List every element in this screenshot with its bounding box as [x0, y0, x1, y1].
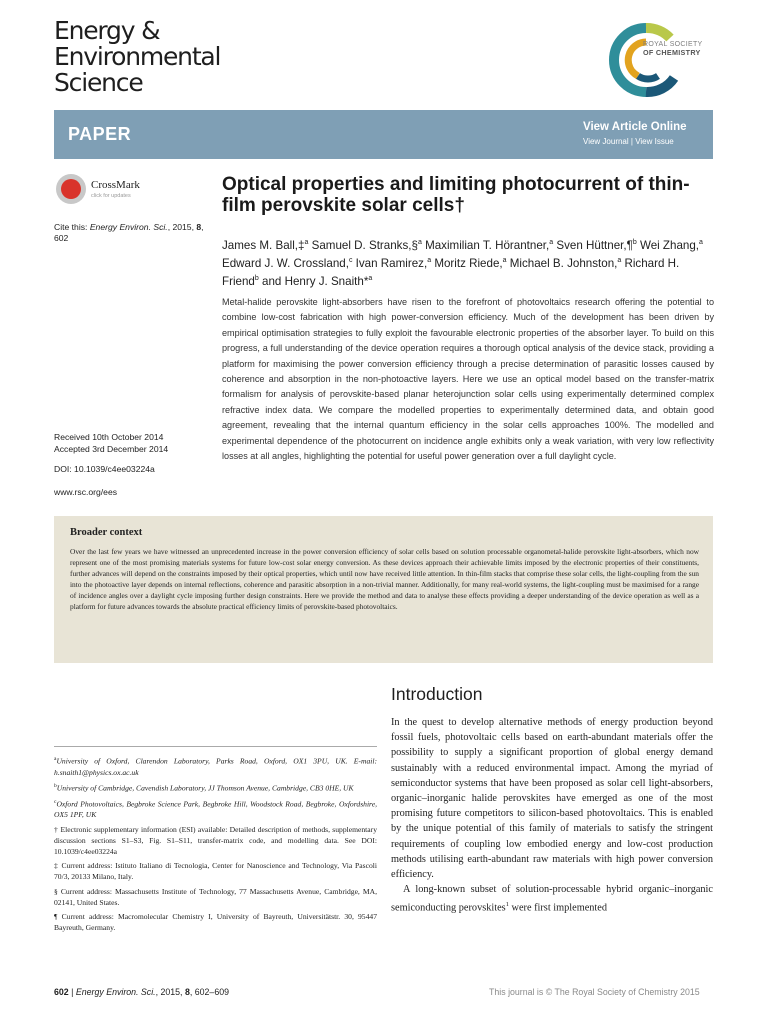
introduction-heading: Introduction [391, 684, 483, 704]
footnote-ddagger: ‡ Current address: Istituto Italiano di Tecnologia, Center for Nanoscience and Technology, Via Pascoli 70/3, 20133 Milano, Italy. [54, 861, 377, 882]
cite-journal: Energy Environ. Sci. [89, 222, 168, 232]
footnotes [54, 754, 377, 936]
cite-year: , 2015, [167, 222, 194, 232]
affiliation-b: $^b$University of Cambridge, Cavendish Laboratory, JJ Thomson Avenue, Cambridge, CB3 0HE, UK [54, 782, 354, 793]
affiliation-a: $^a$University of Oxford, Clarendon Laboratory, Parks Road, Oxford, OX1 3PU, UK. E-mail: h.snaith1@physics.ox.ac.uk [54, 756, 377, 777]
intro-paragraph: A long-known subset of solution-processable hybrid organic–inorganic semiconducting perovskites$^1$ were first implemented [391, 884, 713, 914]
introduction-body [391, 715, 713, 916]
crossmark-icon-inner [61, 179, 81, 199]
footer-pages: , 602–609 [189, 987, 229, 997]
cite-pages: , 602 [54, 222, 204, 243]
page-footer-right: This journal is © The Royal Society of Chemistry 2015 [489, 987, 700, 997]
broader-context-title: Broader context [70, 527, 143, 538]
article-type-banner [54, 110, 713, 159]
footer-year: , 2015, [155, 987, 183, 997]
page-number: 602 [54, 987, 69, 997]
broader-context-text: Over the last few years we have witnessed an unprecedented increase in the power conversion efficiency of solar cells based on solution processable organometal-halide perovskite light-absorbers, which now represent one of the most promising materials systems for future low-cost solar energy conversion. As these devices approach their achievable limits imposed by the electronic properties of their constituents, further advances will depend on the constraints imposed by their optical properties, which until now have received little attention. In thin-film stacks that comprise these solar cells, the light-coupling from the sun into the photoactive layer depends on internal reflections, coherence and parasitic absorption in a non-trivial manner. Additionally, for many real-world systems, the light-coupling must be maximised for a range of incidence angles over a daylight cycle imposing further design constraints. Here we provide the method and data to analyse these effects providing a deeper understanding of the device operation as well as a platform for future advances towards the absolute practical efficiency limits of perovskite-based photovoltaics. [70, 547, 699, 612]
journal-title-line: Environmental [54, 42, 221, 71]
footer-sep: | [71, 987, 74, 997]
crossmark-label[interactable]: CrossMark [91, 179, 140, 191]
journal-url-link[interactable]: www.rsc.org/ees [54, 487, 118, 497]
footer-volume: 8 [184, 987, 190, 997]
logo-text-line2: OF CHEMISTRY [643, 48, 701, 57]
received-date: Received 10th October 2014 [54, 432, 164, 442]
citation [54, 222, 214, 244]
abstract: Metal-halide perovskite light-absorbers have risen to the forefront of photovoltaics research offering the potential to combine low-cost fabrication with high power-conversion efficiency. Much of the development has been driven by empirical optimisation strategies to fully exploit the favourable electronic properties of the absorber layer. To build on this progress, a full understanding of the device operation requires a thorough optical analysis of the device stack, providing a platform for maximising the power conversion efficiency through a precise determination of parasitic losses caused by coherence and absorption in the non-photoactive layers. Here we use an optical model based on the transfer-matrix formalism for analysis of perovskite-based planar heterojunction solar cells using experimentally determined complex refractive index data. We compare the modelled properties to experimentally determined data, and obtain good agreement, revealing that the internal quantum efficiency in the solar cells approaches 100%. The modelled and experimental dependence of the photocurrent on incidence angle exhibits only a weak variation, with very low reflectivity losses at all angles, highlighting the potential for useful power generation over a full daylight cycle. [222, 297, 714, 462]
footnote-section: § Current address: Massachusetts Institute of Technology, 77 Massachusetts Avenue, Cambridge, MA, 02141, United States. [54, 886, 377, 907]
footnote-esi: † Electronic supplementary information (ESI) available: Detailed description of methods, supplementary discussion sections S1–S3, Fig. S1–S11, transfer-matrix code, and modelling data. See DOI: 10.1039/c4ee03224a [54, 824, 377, 857]
logo-text-line1: ROYAL SOCIETY [643, 41, 703, 48]
journal-title-line: Energy & [54, 16, 160, 45]
cite-prefix: Cite this: [54, 222, 88, 232]
dates [54, 432, 214, 455]
footnote-pilcrow: ¶ Current address: Macromolecular Chemistry I, University of Bayreuth, Universitätstr. 30, 95447 Bayreuth, Germany. [54, 912, 377, 933]
cite-volume: 8 [196, 222, 202, 232]
footnote-divider [54, 746, 377, 747]
journal-title-line: Science [54, 68, 143, 97]
author-list: James M. Ball,‡$^a$ Samuel D. Stranks,§$^a$ Maximilian T. Hörantner,$^a$ Sven Hüttner,¶$^b$ Wei Zhang,$^a$ Edward J. W. Crossland,$^c$ Ivan Ramirez,$^a$ Moritz Riede,$^a$ Michael B. Johnston,$^a$ Richard H. Friend$^b$ and Henry J. Snaith*$^a$ [222, 238, 703, 288]
intro-paragraph: In the quest to develop alternative methods of energy production beyond fossil fuels, photovoltaic cells based on earth-abundant materials offer the possibility to supply a significant proportion of global energy demand sustainably with a reduced environmental impact. Among the myriad of semiconductor systems that have been proposed as solar cell light-absorbers, organic–inorganic halide perovskites have emerged as one of the most promising future competitors to silicon-based photovoltaics. This is enabled by the unique potential of this family of materials to satisfy the stringent requirements of coupling low embodied energy and low-cost production methods utilising earth-abundant raw materials with high power conversion efficiency. [391, 717, 713, 881]
view-article-online-link[interactable]: View Article Online [583, 121, 687, 133]
link-separator: | [630, 137, 633, 146]
affiliation-c: $^c$Oxford Photovoltaics, Begbroke Science Park, Begbroke Hill, Woodstock Road, Begbroke, Oxfordshire, OX5 1PF, UK [54, 798, 377, 820]
logo-text [643, 41, 703, 58]
journal-title [54, 18, 274, 96]
footer-journal: Energy Environ. Sci. [75, 987, 156, 997]
crossmark-sub[interactable]: click for updates [91, 193, 131, 199]
doi[interactable]: DOI: 10.1039/c4ee03224a [54, 464, 155, 474]
view-issue-link[interactable]: View Issue [635, 137, 674, 146]
article-title: Optical properties and limiting photocurrent of thin-film perovskite solar cells† [222, 174, 690, 216]
view-journal-link[interactable]: View Journal [583, 137, 629, 146]
accepted-date: Accepted 3rd December 2014 [54, 443, 169, 454]
page-footer-left [54, 987, 229, 997]
article-type-label: PAPER [68, 124, 132, 144]
royal-society-of-chemistry-logo[interactable] [608, 20, 718, 100]
view-links [583, 137, 674, 146]
